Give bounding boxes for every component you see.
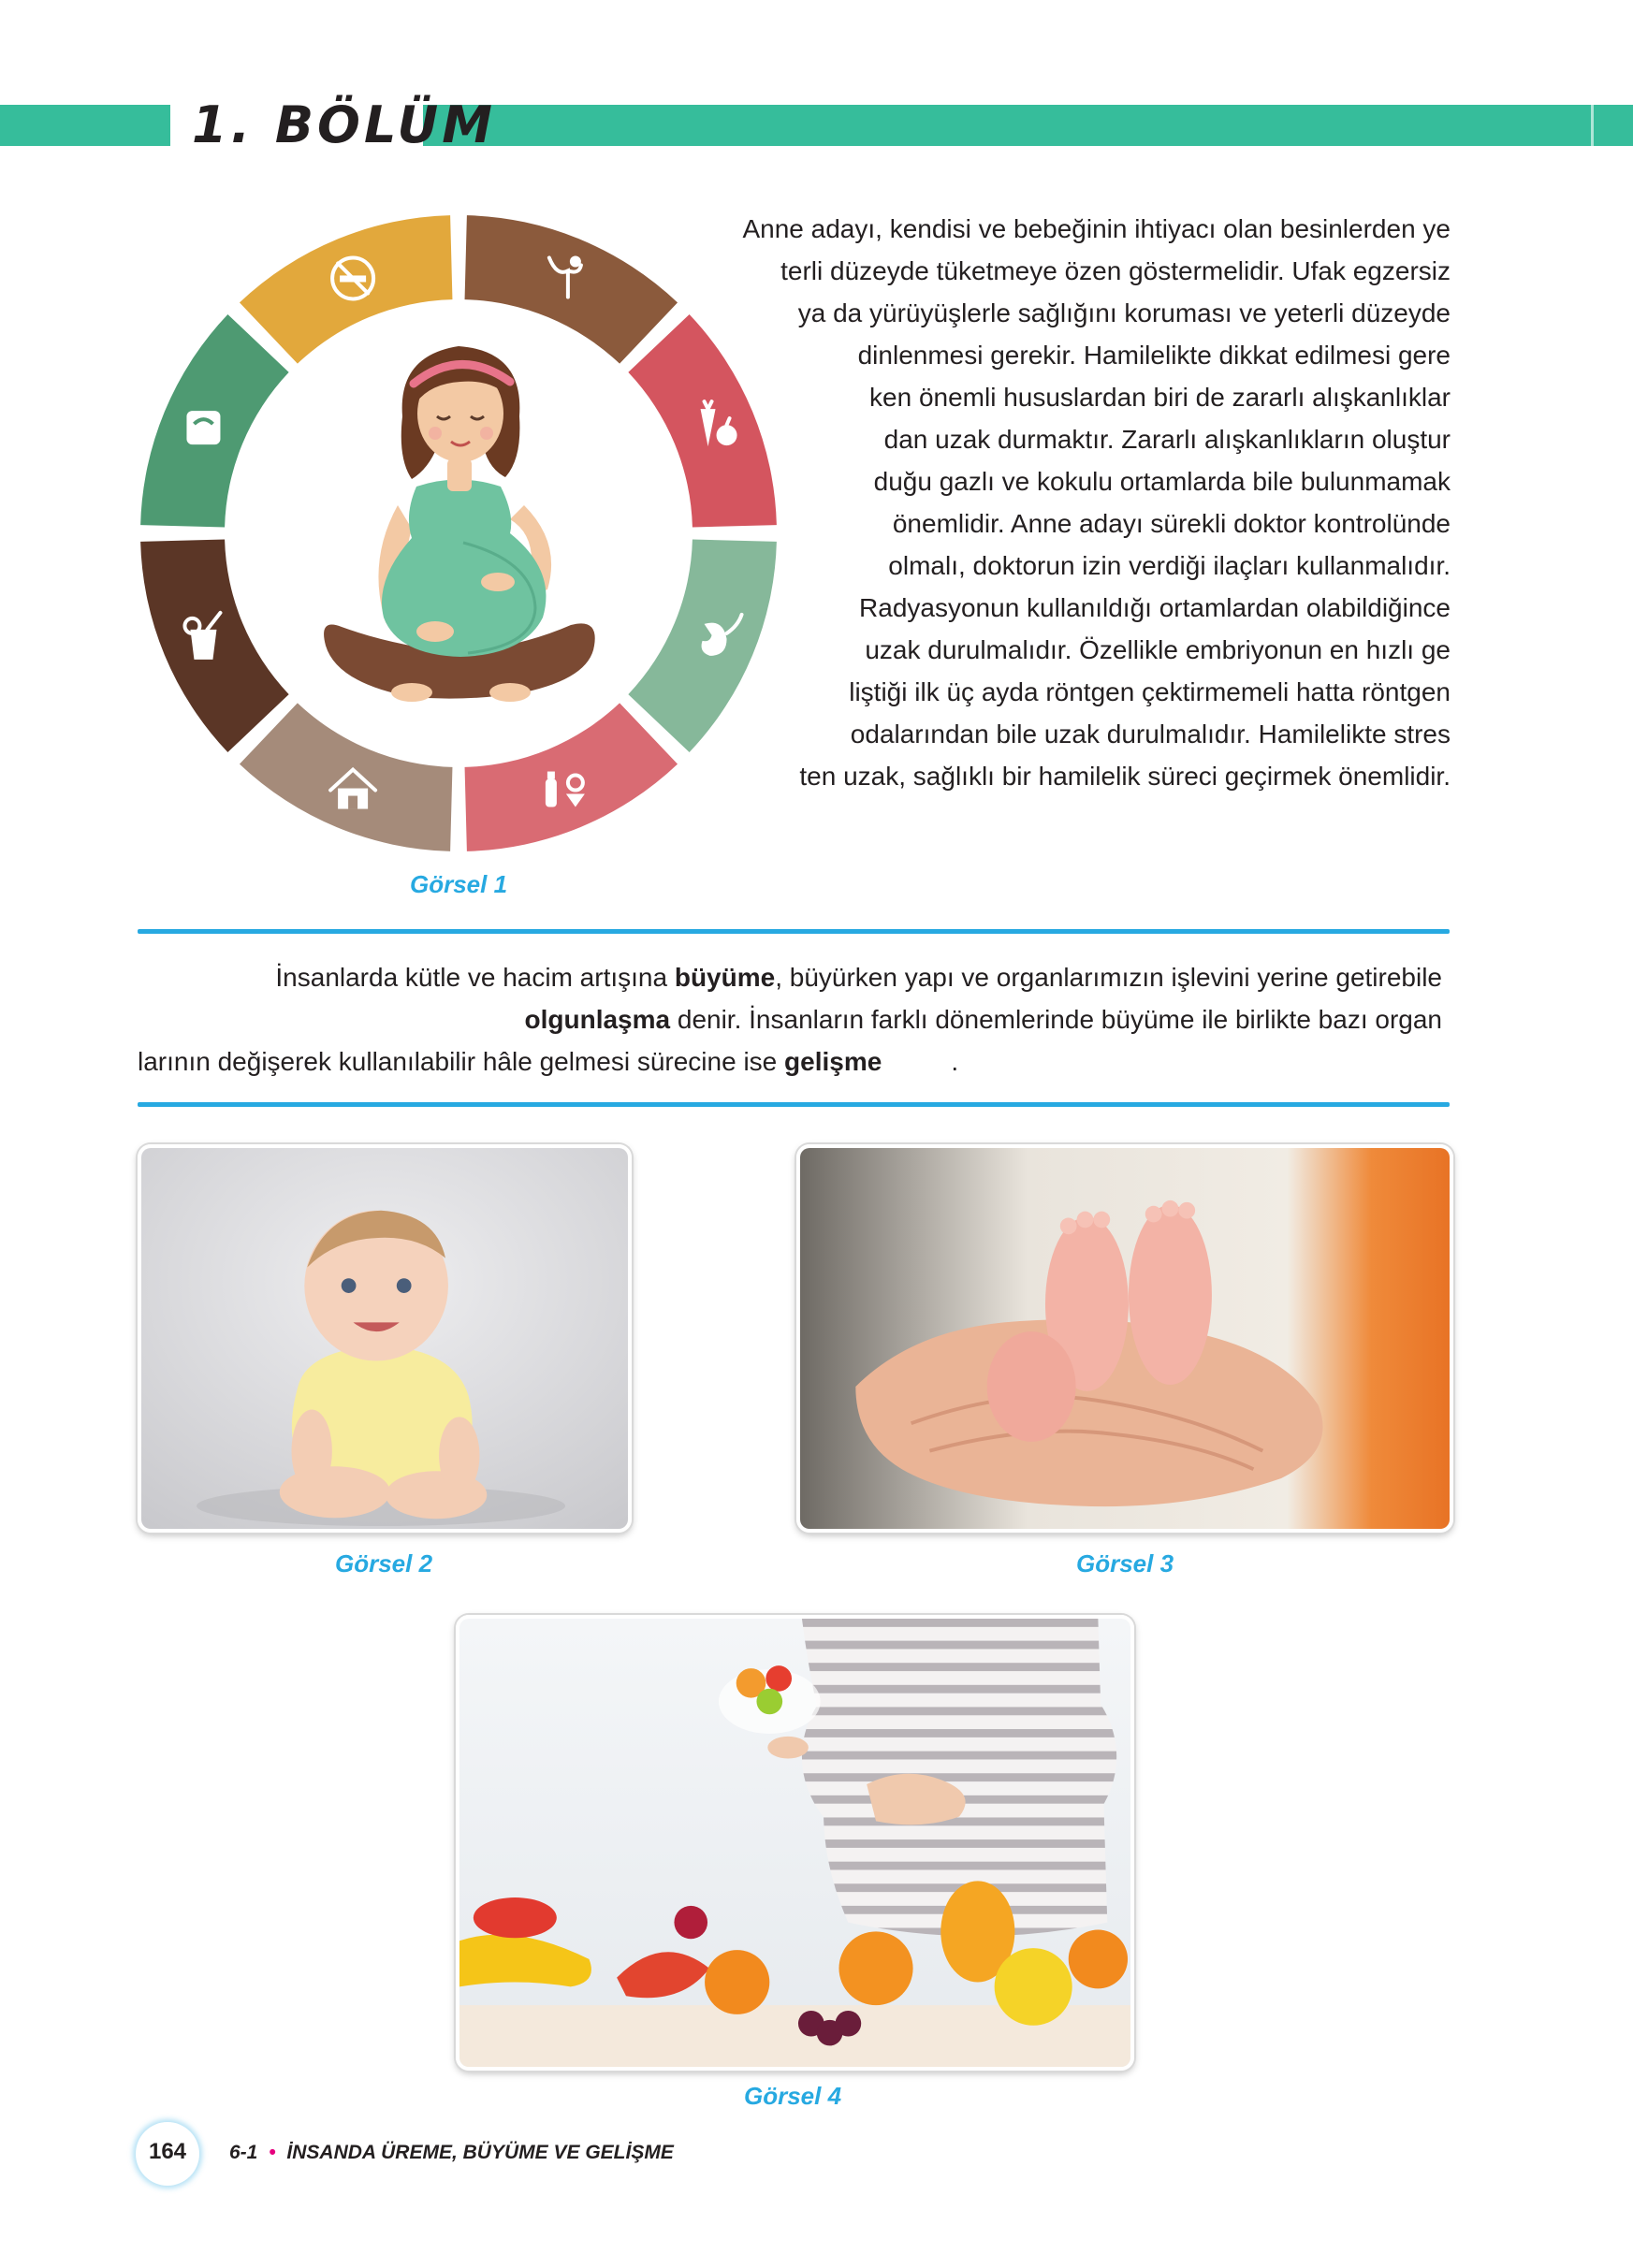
header-bar-left [0,105,170,146]
footer-separator: • [269,2142,276,2163]
wheel-segment [240,215,452,364]
definition-line-2: olgunlaşma denir. İnsanların farklı dönemlerinde büyüme ile birlikte bazı organ [524,1005,1442,1034]
definition-top-rule [138,929,1450,934]
intro-line: Radyasyonun kullanıldığı ortamlardan olabildiğince [859,593,1451,622]
intro-line: odalarından bile uzak durulmalıdır. Hamilelikte stres [850,720,1451,749]
wheel-segment [140,540,289,752]
baby-sitting-photo [138,1144,632,1533]
unit-title: İNSANDA ÜREME, BÜYÜME VE GELİŞME [286,2142,674,2163]
definition-bottom-rule [138,1102,1450,1107]
intro-line: Anne adayı, kendisi ve bebeğinin ihtiyacı olan besinlerden ye [742,214,1451,243]
header-bar-right [423,105,1633,146]
intro-line: liştiği ilk üç ayda röntgen çektirmemeli hatta röntgen [849,677,1451,706]
intro-line: ten uzak, sağlıklı bir hamilelik süreci geçirmek önemlidir. [799,762,1451,791]
pregnant-woman-illustration [324,346,595,702]
intro-line: uzak durulmalıdır. Özellikle embriyonun en hızlı ge [865,635,1451,664]
intro-line: terli düzeyde tüketmeye özen göstermelidir. Ufak egzersiz [780,256,1451,285]
term-buyume: büyüme [674,963,776,992]
definition-line-3: larının değişerek kullanılabilir hâle gelmesi sürecine ise gelişme . [138,1047,959,1076]
running-footer [229,2142,674,2164]
intro-line: olmalı, doktorun izin verdiği ilaçları kullanmalıdır. [888,551,1451,580]
intro-line: dinlenmesi gerekir. Hamilelikte dikkat edilmesi gere [857,341,1451,370]
intro-line: ken önemli hususlardan biri de zararlı alışkanlıklar [869,383,1451,412]
caption-gorsel-4: Görsel 4 [744,2082,842,2110]
intro-line: önemlidir. Anne adayı sürekli doktor kontrolünde [892,509,1451,538]
intro-line: duğu gazlı ve kokulu ortamlarda bile bulunmamak [873,467,1451,496]
intro-paragraph [655,208,1451,797]
header-divider [1591,105,1594,146]
intro-line: ya da yürüyüşlerle sağlığını koruması ve yeterli düzeyde [797,298,1451,327]
term-gelisme: gelişme [784,1047,882,1076]
caption-gorsel-2: Görsel 2 [335,1549,433,1577]
wheel-segment [465,215,678,364]
unit-number: 6-1 [229,2142,258,2163]
term-olgunlasma: olgunlaşma [524,1005,671,1034]
hands-holding-baby-feet-photo [796,1144,1453,1533]
scale-icon [186,411,220,444]
pregnant-woman-with-fruits-photo [456,1615,1134,2071]
caption-gorsel-3: Görsel 3 [1076,1549,1174,1577]
intro-line: dan uzak durmaktır. Zararlı alışkanlıkların oluştur [883,425,1451,454]
definition-line-1: İnsanlarda kütle ve hacim artışına büyüme, büyürken yapı ve organlarımızın işlevini yerine getirebile [275,963,1442,992]
page-number: 164 [148,2139,187,2164]
definition-box [138,956,1442,1083]
section-title: 1. BÖLÜM [192,95,496,154]
caption-gorsel-1: Görsel 1 [410,870,508,898]
